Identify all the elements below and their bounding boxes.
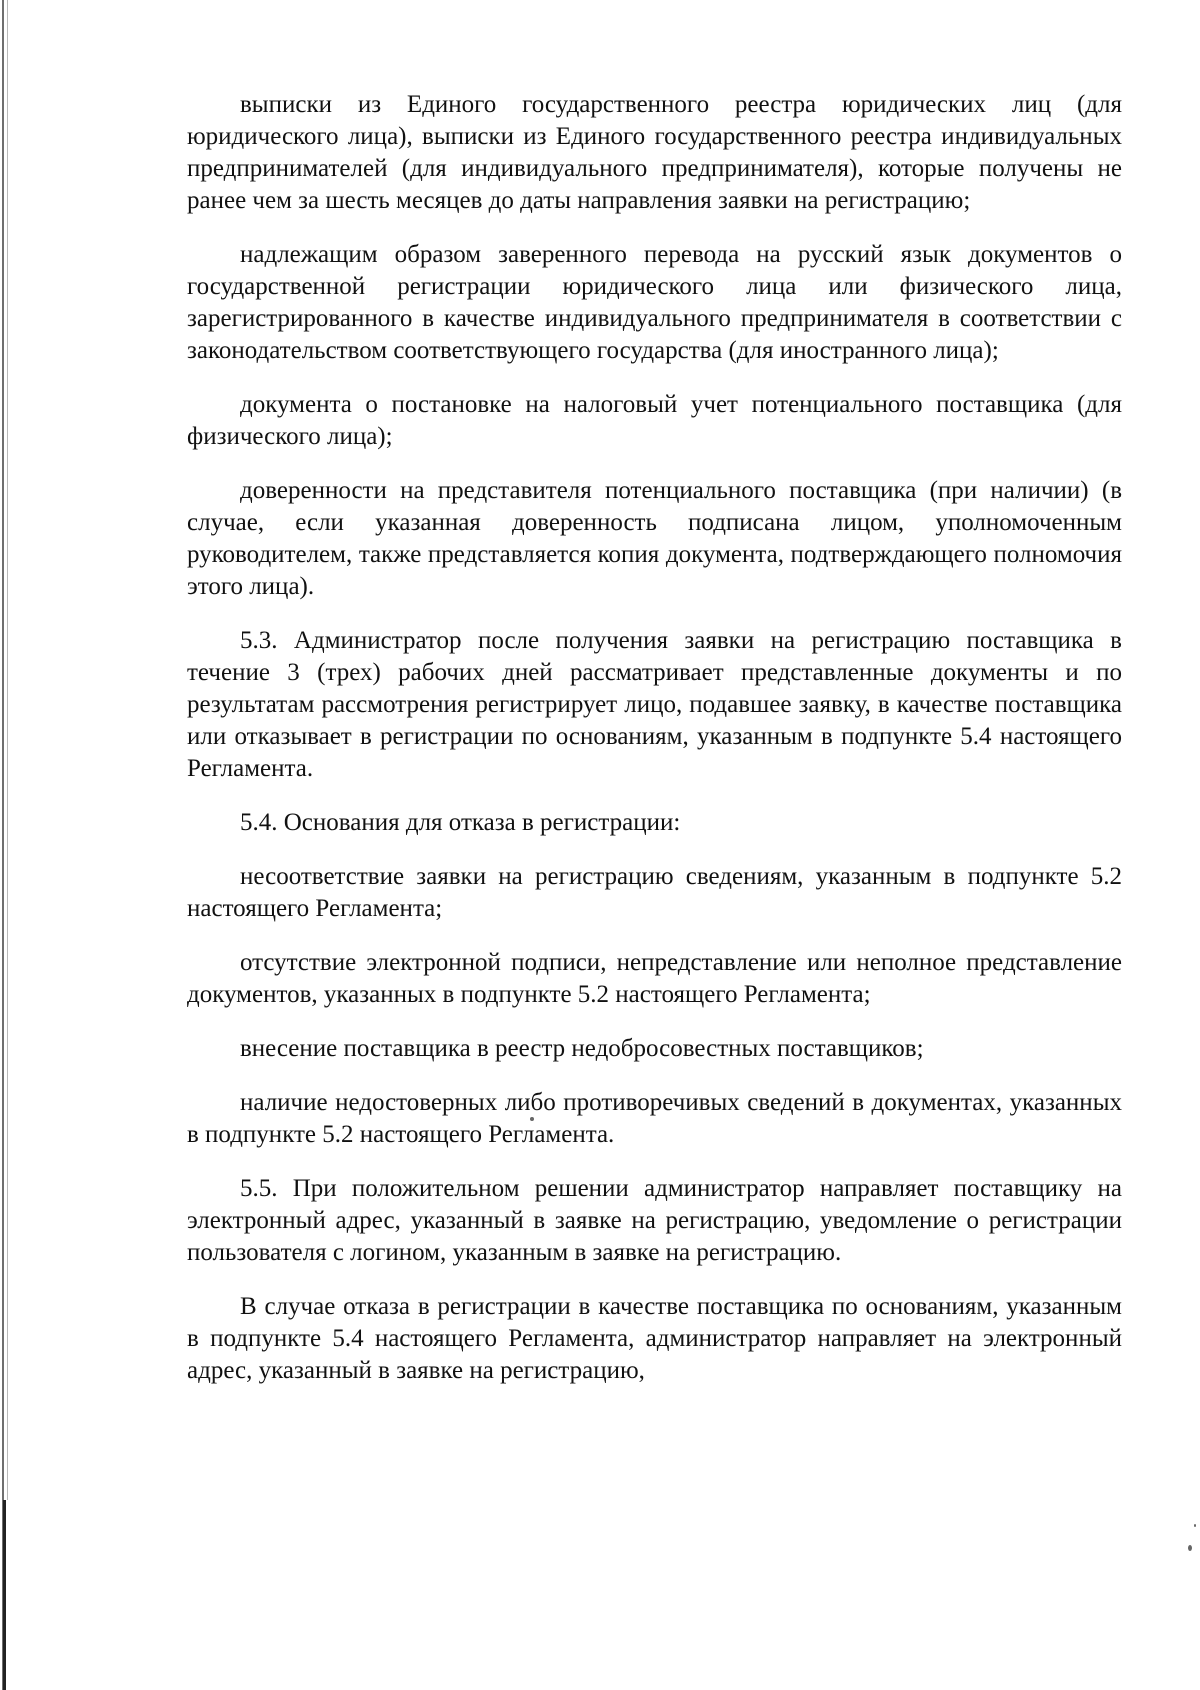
- scan-edge-line: [7, 0, 8, 1500]
- scan-speck: [530, 1117, 534, 1121]
- paragraph: В случае отказа в регистрации в качестве поставщика по основаниям, указанным в подпункте 5.4 настоящего Регламента, администратор направляет на электронный адрес, указанный в заявке на регистрацию,: [187, 1293, 1122, 1384]
- scan-speck: [1188, 1545, 1192, 1551]
- scan-edge-line: [2, 0, 4, 1690]
- paragraph: документа о постановке на налоговый учет потенциального поставщика (для физического лица);: [187, 391, 1122, 450]
- paragraph: выписки из Единого государственного реестра юридических лиц (для юридического лица), выписки из Единого государственного реестра индивидуальных предпринимателей (для индивидуального предпринимателя), которые получены не ранее чем за шесть месяцев до даты направления заявки на регистрацию;: [187, 91, 1122, 214]
- paragraph: 5.4. Основания для отказа в регистрации:: [240, 809, 681, 836]
- paragraph: 5.3. Администратор после получения заявки на регистрацию поставщика в течение 3 (трех) рабочих дней рассматривает представленные документы и по результатам рассмотрения регистрирует лицо, подавшее заявку, в качестве поставщика или отказывает в регистрации по основаниям, указанным в подпункте 5.4 настоящего Регламента.: [187, 627, 1122, 782]
- paragraph: наличие недостоверных либо противоречивых сведений в документах, указанных в подпункте 5.2 настоящего Регламента.: [187, 1089, 1122, 1148]
- paragraph: отсутствие электронной подписи, непредставление или неполное представление документов, указанных в подпункте 5.2 настоящего Регламента;: [187, 949, 1122, 1008]
- paragraph: несоответствие заявки на регистрацию сведениям, указанным в подпункте 5.2 настоящего Регламента;: [187, 863, 1122, 922]
- paragraph: доверенности на представителя потенциального поставщика (при наличии) (в случае, если указанная доверенность подписана лицом, уполномоченным руководителем, также представляется копия документа, подтверждающего полномочия этого лица).: [187, 477, 1122, 600]
- paragraph: 5.5. При положительном решении администратор направляет поставщику на электронный адрес, указанный в заявке на регистрацию, уведомление о регистрации пользователя с логином, указанным в заявке на регистрацию.: [187, 1175, 1122, 1266]
- scan-speck: [1194, 1524, 1196, 1527]
- paragraph: внесение поставщика в реестр недобросовестных поставщиков;: [240, 1035, 924, 1062]
- scan-edge-line: [3, 1500, 6, 1690]
- paragraph: надлежащим образом заверенного перевода на русский язык документов о государственной регистрации юридического лица или физического лица, зарегистрированного в качестве индивидуального предпринимателя в соответствии с законодательством соответствующего государства (для иностранного лица);: [187, 241, 1122, 364]
- document-body: [187, 89, 1122, 1409]
